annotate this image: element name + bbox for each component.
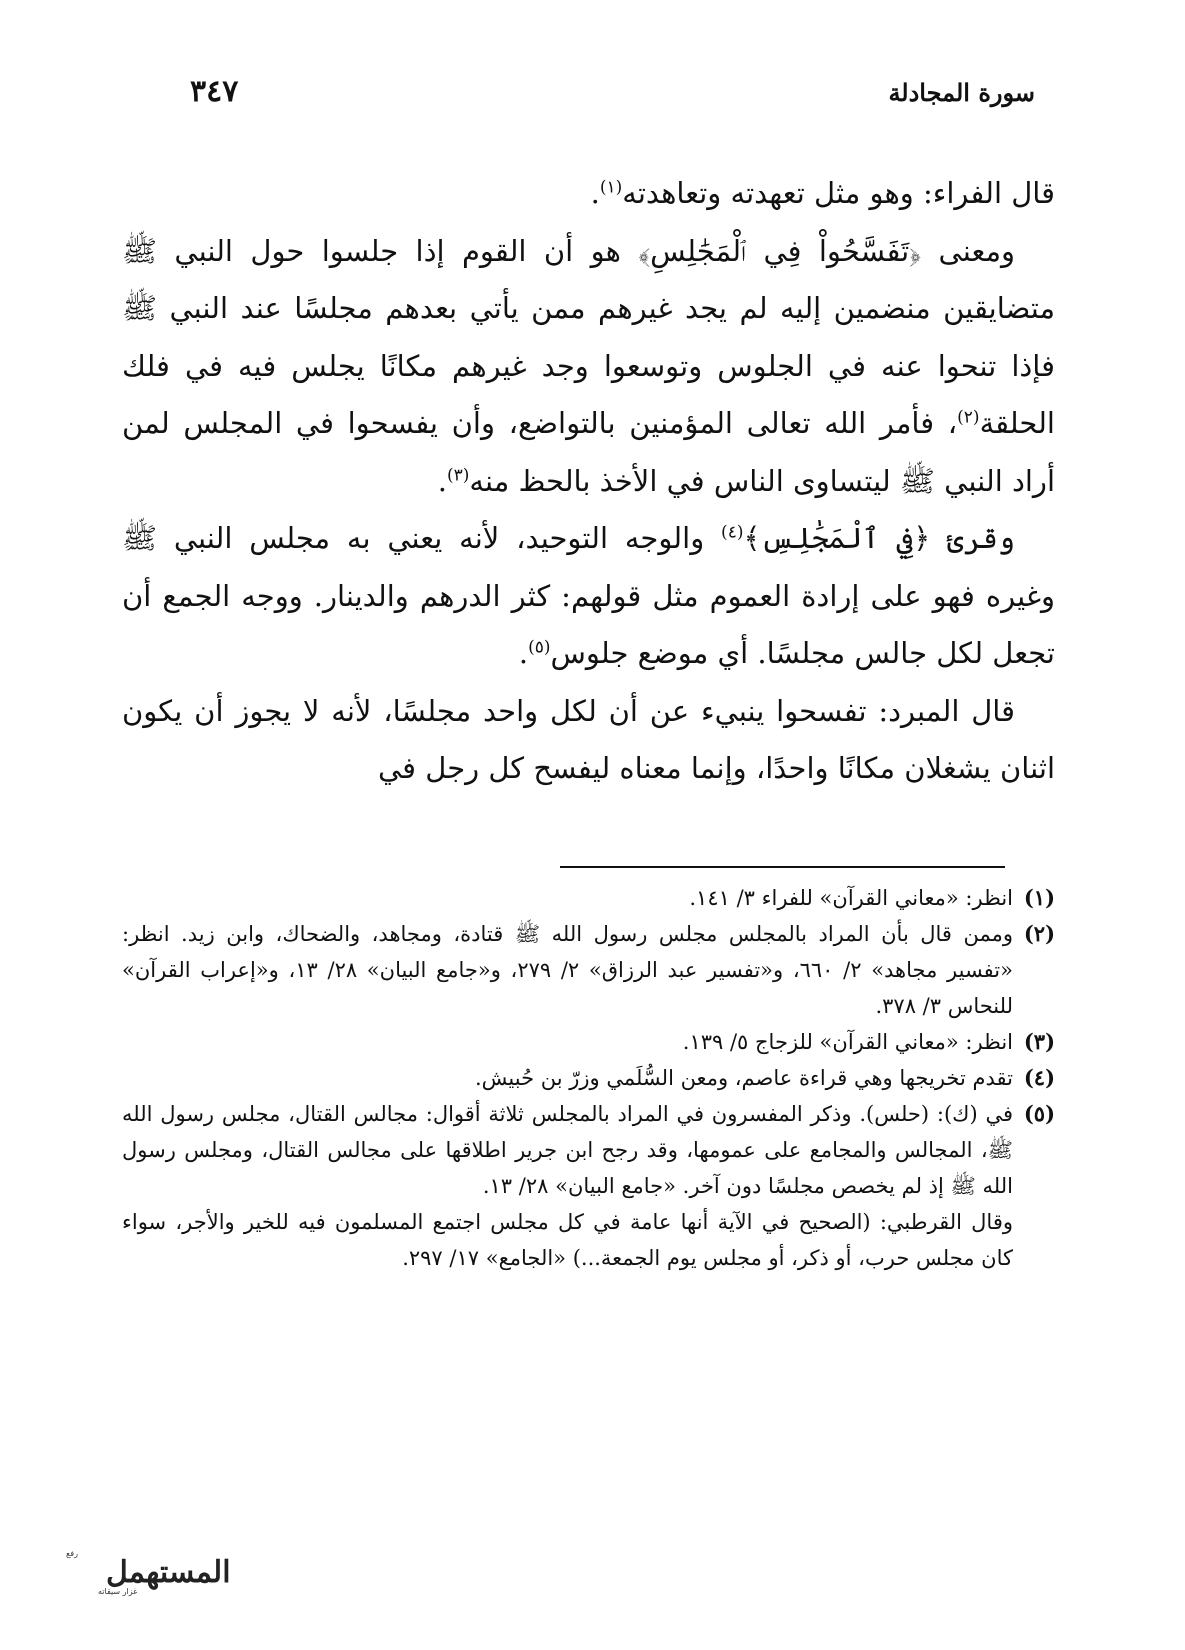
publisher-logo-sub: غزار سيقاته <box>98 1587 138 1596</box>
footnote-text: تقدم تخريجها وهي قراءة عاصم، ومعن السُّلَمي وزرّ بن حُبيش. <box>474 1066 1013 1090</box>
footnote-1 <box>122 880 1055 916</box>
paragraph-1-end: . <box>590 176 600 210</box>
footnote-ref-2[interactable]: (٢) <box>957 407 980 428</box>
publisher-logo-corner: رفع <box>66 1549 78 1558</box>
footnote-text: وممن قال بأن المراد بالمجلس مجلس رسول الله ﷺ قتادة، ومجاهد، والضحاك، وابن زيد. انظر: «تفسير مجاهد» ٢/ ٦٦٠، و«تفسير عبد الرزاق» ٢/ ٢٧٩، و«جامع البيان» ٢٨/ ١٣، و«إعراب القرآن» للنحاس ٣/ ٣٧٨. <box>122 922 1013 1018</box>
paragraph-1 <box>122 165 1055 223</box>
footnote-ref-5[interactable]: (٥) <box>528 637 551 658</box>
footnote-3 <box>122 1024 1055 1060</box>
footnote-divider <box>560 866 1005 868</box>
footnotes <box>122 880 1055 1276</box>
paragraph-2-text-a: ومعنى ﴿تَفَسَّحُواْ فِي ٱلْمَجَٰلِسِ﴾ هو أن القوم إذا جلسوا حول النبي ﷺ متضايقين منضمين إليه لم يجد غيرهم ممن يأتي بعدهم مجلسًا عند النبي ﷺ فإذا تنحوا عنه في الجلوس وتوسعوا وجد غيرهم مكانًا يجلس فيه في فلك الحلقة <box>122 233 1055 440</box>
paragraph-2 <box>122 223 1055 511</box>
publisher-logo-main: المستهمل <box>106 1555 231 1590</box>
footnote-ref-4[interactable]: (٤) <box>721 522 744 543</box>
paragraph-2-end: . <box>437 463 447 498</box>
footnote-number: (٣) <box>1023 1029 1055 1054</box>
paragraph-3-end: . <box>518 636 529 670</box>
page-header <box>150 74 1035 118</box>
paragraph-4-text: قال المبرد: تفسحوا ينبيء عن أن لكل واحد مجلسًا، لأنه لا يجوز أن يكون اثنان يشغلان مكانًا واحدًا، وإنما معناه ليفسح كل رجل في <box>122 693 1055 785</box>
footnote-4 <box>122 1060 1055 1096</box>
page-number: ٣٤٧ <box>190 74 239 109</box>
footnote-text: في (ك): (حلس). وذكر المفسرون في المراد بالمجلس ثلاثة أقوال: مجالس القتال، مجلس رسول الله ﷺ، المجالس والمجامع على عمومها، وقد رجح ابن جرير اطلاقها على مجالس القتال، ومجلس رسول الله ﷺ إذ لم يخصص مجلسًا دون آخر. «جامع البيان» ٢٨/ ١٣. <box>122 1102 1013 1198</box>
footnote-number: (٥) <box>1023 1101 1055 1126</box>
paragraph-3-text-a: وقرئ ﴿فِي ٱلْمَجَٰلِسِ﴾ <box>743 521 1016 555</box>
footnote-text: انظر: «معاني القرآن» للزجاج ٥/ ١٣٩. <box>682 1030 1013 1054</box>
footnote-number: (٤) <box>1023 1065 1055 1090</box>
footnote-number: (١) <box>1023 885 1055 910</box>
paragraph-1-text: قال الفراء: وهو مثل تعهدته وتعاهدته <box>622 176 1055 210</box>
paragraph-3 <box>122 510 1055 683</box>
paragraph-4 <box>122 683 1055 798</box>
main-text <box>122 165 1055 798</box>
paragraph-2-text-b: ، فأمر الله تعالى المؤمنين بالتواضع، وأن يفسحوا في المجلس لمن أراد النبي ﷺ ليتساوى الناس في الأخذ بالحظ منه <box>122 406 1055 498</box>
paragraph-3-text-b: والوجه التوحيد، لأنه يعني به مجلس النبي ﷺ وغيره فهو على إرادة العموم مثل قولهم: كثر الدرهم والدينار. ووجه الجمع أن تجعل لكل جالس مجلسًا. أي موضع جلوس <box>122 521 1055 670</box>
running-title: سورة المجادلة <box>888 78 1035 107</box>
footnote-5 <box>122 1096 1055 1204</box>
publisher-logo <box>18 1544 231 1598</box>
footnote-ref-3[interactable]: (٣) <box>446 464 470 485</box>
footnote-2 <box>122 916 1055 1024</box>
footnote-ref-1[interactable]: (١) <box>599 177 623 198</box>
footnote-text: انظر: «معاني القرآن» للفراء ٣/ ١٤١. <box>689 886 1013 910</box>
footnote-5-continuation: وقال القرطبي: (الصحيح في الآية أنها عامة في كل مجلس اجتمع المسلمون فيه للخير والأجر، سواء كان مجلس حرب، أو ذكر، أو مجلس يوم الجمعة...) «الجامع» ١٧/ ٢٩٧. <box>122 1210 1013 1270</box>
footnote-number: (٢) <box>1023 921 1055 946</box>
